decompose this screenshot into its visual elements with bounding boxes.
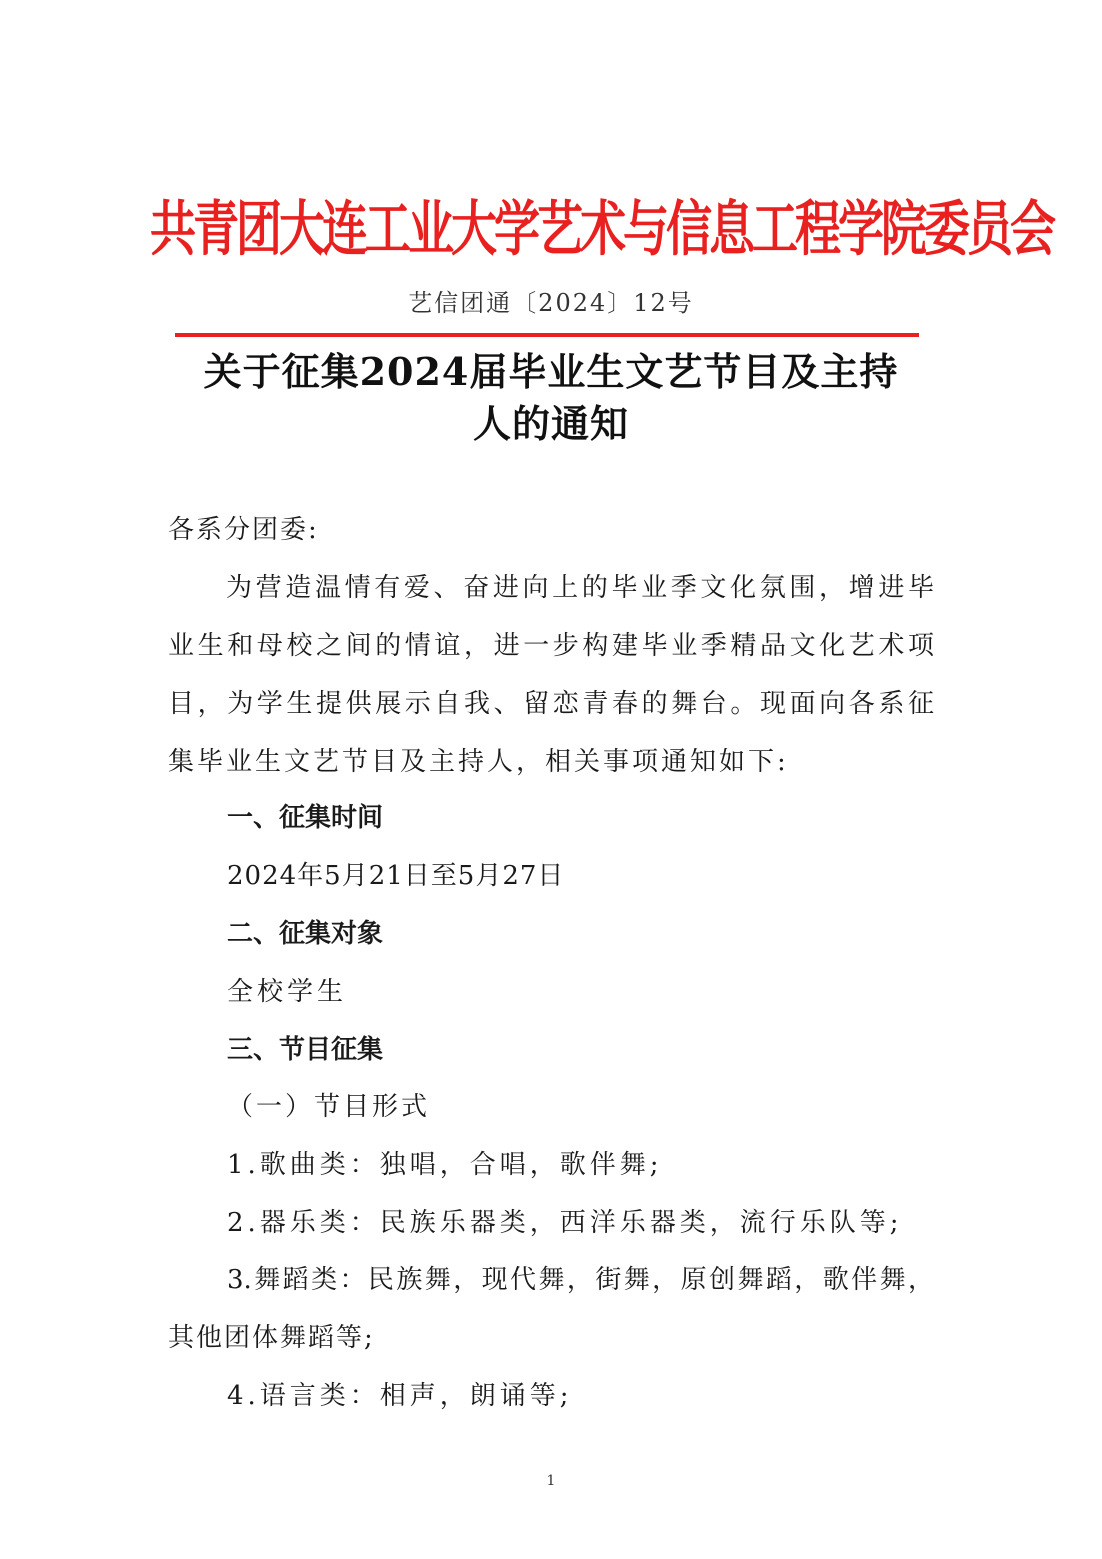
intro-line-1: 为营造温情有爱、奋进向上的毕业季文化氛围，增进毕 — [226, 573, 934, 603]
salutation: 各系分团委: — [168, 515, 319, 545]
red-divider-line — [175, 333, 919, 337]
program-item-3: 3.舞蹈类：民族舞，现代舞，街舞，原创舞蹈，歌伴舞， — [227, 1265, 934, 1295]
section-heading-program: 三、节目征集 — [227, 1035, 384, 1065]
page-number: 1 — [546, 1473, 556, 1489]
document-title — [150, 346, 952, 450]
title-line-2: 人的通知 — [472, 401, 629, 446]
section-heading-time: 一、征集时间 — [227, 803, 384, 833]
section-heading-target: 二、征集对象 — [227, 919, 384, 949]
program-item-3-continued: 其他团体舞蹈等; — [168, 1323, 375, 1353]
intro-line-4: 集毕业生文艺节目及主持人，相关事项通知如下: — [168, 747, 789, 777]
organization-header: 共青团大连工业大学艺术与信息工程学院委员会 — [150, 193, 1053, 264]
sub-heading-program-form: （一）节目形式 — [227, 1092, 431, 1122]
program-item-1: 1.歌曲类：独唱，合唱，歌伴舞; — [227, 1150, 663, 1180]
section-content-target: 全校学生 — [227, 977, 348, 1007]
program-item-4: 4.语言类：相声，朗诵等; — [227, 1381, 573, 1411]
document-number: 艺信团通〔2024〕12号 — [408, 289, 694, 317]
program-item-2: 2.器乐类：民族乐器类，西洋乐器类，流行乐队等; — [227, 1208, 903, 1238]
section-content-time: 2024年5月21日至5月27日 — [227, 861, 565, 891]
intro-line-3: 目，为学生提供展示自我、留恋青春的舞台。现面向各系征 — [168, 689, 934, 719]
intro-line-2: 业生和母校之间的情谊，进一步构建毕业季精品文化艺术项 — [168, 631, 934, 661]
title-line-1: 关于征集2024届毕业生文艺节目及主持 — [203, 349, 899, 394]
